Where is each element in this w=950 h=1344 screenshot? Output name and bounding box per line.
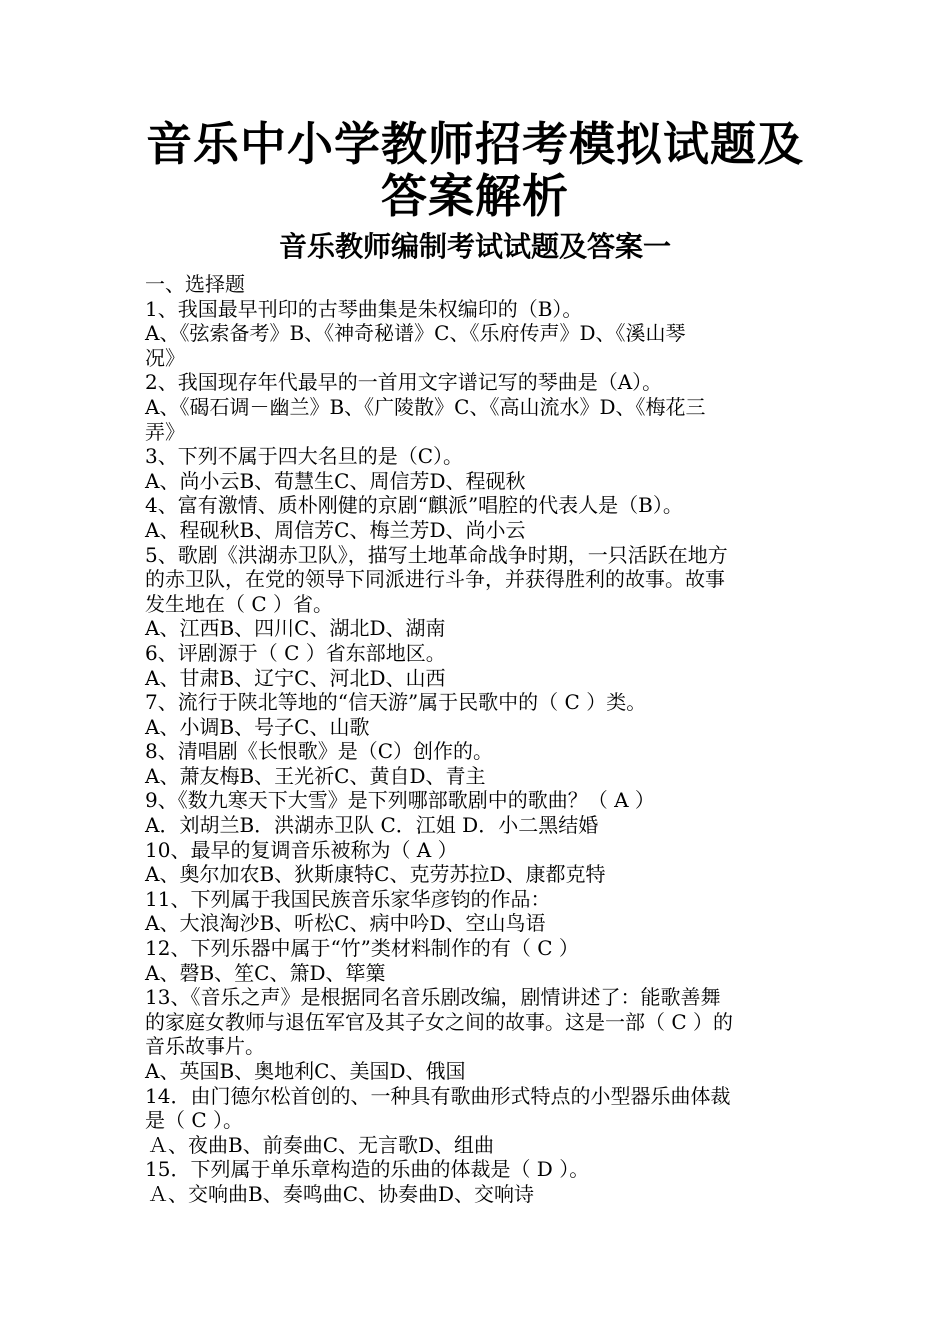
text-line: 1、我国最早刊印的古琴曲集是朱权编印的（B）。 [145, 296, 583, 321]
text-line: 12、下列乐器中属于“竹”类材料制作的有（ C ） [145, 936, 579, 961]
document-subtitle: 音乐教师编制考试试题及答案一 [278, 230, 671, 263]
text-line: A、小调B、号子C、山歌 [145, 714, 370, 739]
text-line: 6、评剧源于（ C ）省东部地区。 [145, 640, 446, 665]
text-line: 音乐故事片。 [145, 1034, 265, 1059]
title-line-2: 答案解析 [381, 169, 569, 223]
text-line: 11、下列属于我国民族音乐家华彦钧的作品： [145, 886, 551, 911]
text-line: 况》 [145, 345, 185, 370]
text-line: 发生地在（ C ）省。 [145, 591, 334, 616]
text-line: A、萧友梅B、王光祈C、黄自D、青主 [145, 763, 486, 788]
text-line: A、程砚秋B、周信芳C、梅兰芳D、尚小云 [145, 517, 526, 542]
text-line: 13、《音乐之声》是根据同名音乐剧改编，剧情讲述了：能歌善舞 [145, 985, 721, 1010]
text-line: A、《弦索备考》B、《神奇秘谱》C、《乐府传声》D、《溪山琴 [145, 321, 686, 346]
text-line: 3、下列不属于四大名旦的是（C）。 [145, 444, 464, 469]
text-line: 15．下列属于单乐章构造的乐曲的体裁是（ D ）。 [145, 1157, 590, 1182]
text-line: 7、流行于陕北等地的“信天游”属于民歌中的（ C ）类。 [145, 690, 647, 715]
text-line: A、江西B、四川C、湖北D、湖南 [145, 616, 446, 641]
text-line: 10、最早的复调音乐被称为（ A ） [145, 837, 458, 862]
text-line: 的赤卫队，在党的领导下同派进行斗争，并获得胜利的故事。故事 [145, 567, 725, 592]
text-line: A、《碣石调－幽兰》B、《广陵散》C、《高山流水》D、《梅花三 [145, 394, 706, 419]
text-line: A、英国B、奥地利C、美国D、俄国 [145, 1059, 466, 1083]
text-line: Ａ、夜曲B、前奏曲C、无言歌D、组曲 [148, 1132, 495, 1157]
document-body [145, 272, 813, 1207]
text-line: 14．由门德尔松首创的、一种具有歌曲形式特点的小型器乐曲体裁 [145, 1083, 731, 1108]
text-line: 9、《数九寒天下大雪》是下列哪部歌剧中的歌曲？（ A ） [145, 788, 655, 813]
text-line: A、甘肃B、辽宁C、河北D、山西 [145, 665, 446, 690]
document-title [0, 118, 950, 222]
text-line: A、大浪淘沙B、听松C、病中吟D、空山鸟语 [145, 911, 546, 936]
text-line: A、尚小云B、荀慧生C、周信芳D、程砚秋 [145, 468, 526, 493]
text-line: 的家庭女教师与退伍军官及其子女之间的故事。这是一部（ C ）的 [145, 1009, 734, 1034]
text-line: 是（ C ）。 [145, 1108, 244, 1133]
text-line: A．刘胡兰B．洪湖赤卫队 C．江姐 D．小二黑结婚 [145, 813, 599, 838]
text-line: 一、选择题 [145, 272, 245, 296]
text-line: A、奥尔加农B、狄斯康特C、克劳苏拉D、康都克特 [145, 862, 606, 887]
text-line: 2、我国现存年代最早的一首用文字谱记写的琴曲是（A）。 [145, 370, 663, 395]
title-line-1: 音乐中小学教师招考模拟试题及 [146, 117, 804, 171]
text-line: 5、歌剧《洪湖赤卫队》，描写土地革命战争时期，一只活跃在地方 [145, 542, 728, 567]
text-line: A、磬B、笙C、箫D、筚篥 [145, 960, 386, 985]
text-line: 4、富有激情、质朴刚健的京剧“麒派”唱腔的代表人是（B）。 [145, 493, 683, 518]
text-line: 弄》 [145, 419, 185, 444]
text-line: 8、清唱剧《长恨歌》是（C）创作的。 [145, 739, 494, 764]
text-line: Ａ、交响曲B、奏鸣曲C、协奏曲D、交响诗 [148, 1181, 535, 1206]
